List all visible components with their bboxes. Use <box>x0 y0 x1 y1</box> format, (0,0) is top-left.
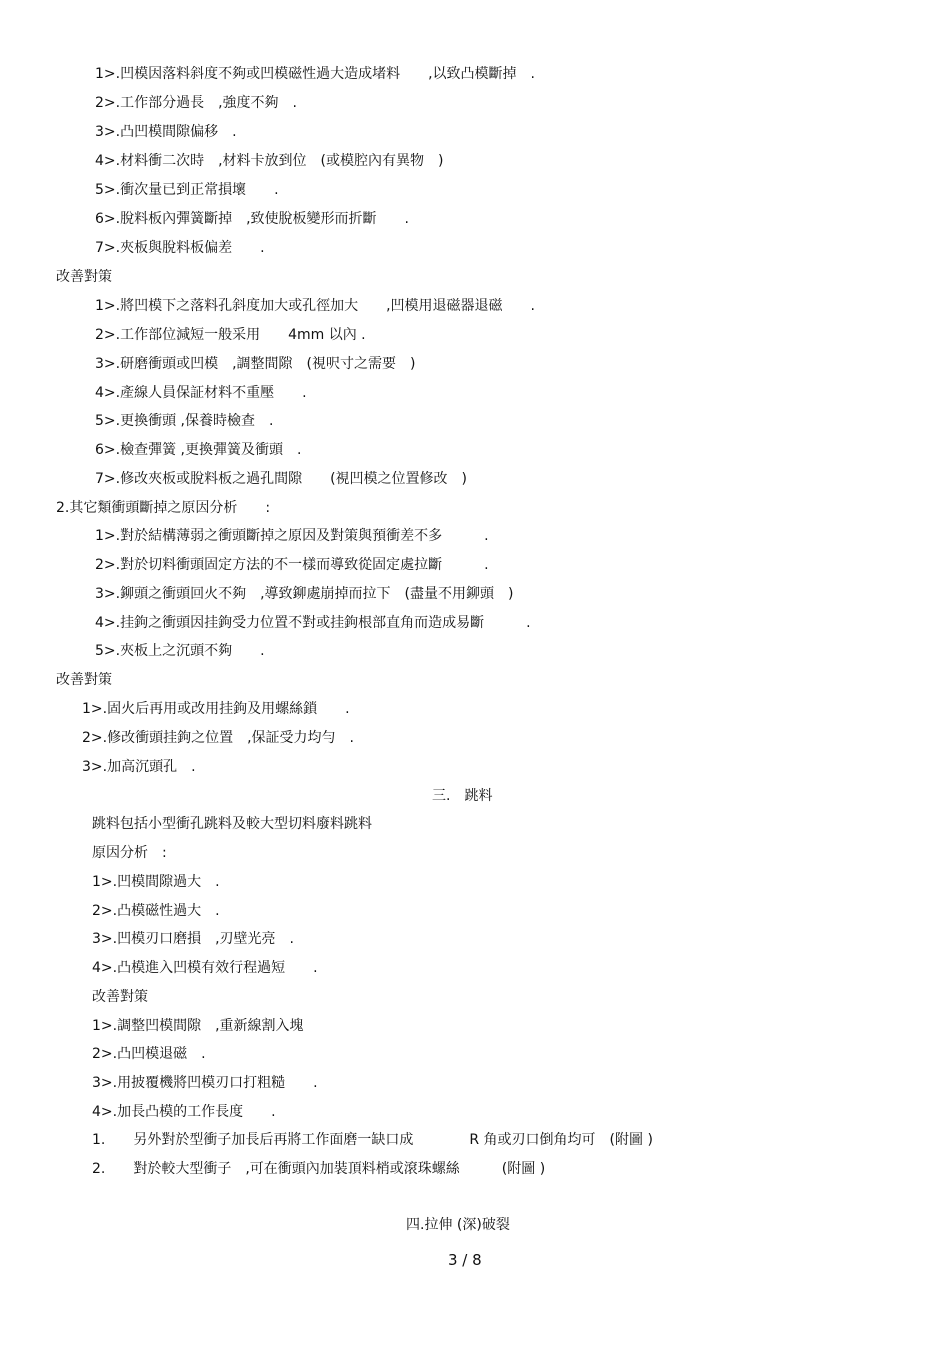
other-cause-line-2: 2>.對於切料衝頭固定方法的不一樣而導致從固定處拉斷 . <box>95 557 489 573</box>
section-3-intro: 跳料包括小型衝孔跳料及較大型切料廢料跳料 <box>92 816 372 832</box>
section-3-note-1: 1. 另外對於型衝子加長后再將工作面磨一缺口成 R 角或刃口倒角均可 (附圖 ) <box>92 1132 653 1148</box>
measure-line-1: 1>.將凹模下之落料孔斜度加大或孔徑加大 ,凹模用退磁器退磁 . <box>95 298 535 314</box>
section-4-title: 四.拉伸 (深)破裂 <box>406 1217 510 1233</box>
section-3-cause-2: 2>.凸模磁性過大 . <box>92 903 220 919</box>
measure-line-7: 7>.修改夾板或脫料板之過孔間隙 (視凹模之位置修改 ) <box>95 471 468 487</box>
measure-line-6: 6>.檢查彈簧 ,更換彈簧及衝頭 . <box>95 442 302 458</box>
cause-line-6: 6>.脫料板內彈簧斷掉 ,致使脫板變形而折斷 . <box>95 211 409 227</box>
other-cause-line-3: 3>.鉚頭之衝頭回火不夠 ,導致鉚處崩掉而拉下 (盡量不用鉚頭 ) <box>95 586 514 602</box>
section-3-cause-1: 1>.凹模間隙過大 . <box>92 874 220 890</box>
other-measure-line-2: 2>.修改衝頭挂鉤之位置 ,保証受力均勻 . <box>82 730 354 746</box>
measures-heading: 改善對策 <box>56 269 112 285</box>
section-3-cause-3: 3>.凹模刃口磨損 ,刃壁光亮 . <box>92 931 294 947</box>
measure-line-4: 4>.產線人員保証材料不重壓 . <box>95 385 307 401</box>
section-3-measures-heading: 改善對策 <box>92 989 148 1005</box>
other-measure-line-3: 3>.加高沉頭孔 . <box>82 759 196 775</box>
section-3-measure-1: 1>.調整凹模間隙 ,重新線割入塊 <box>92 1018 304 1034</box>
measure-line-3: 3>.研磨衝頭或凹模 ,調整間隙 (視呎寸之需要 ) <box>95 356 416 372</box>
cause-line-7: 7>.夾板與脫料板偏差 . <box>95 240 265 256</box>
measure-line-2: 2>.工作部位減短一般采用 4mm 以內 . <box>95 327 366 343</box>
section-3-cause-4: 4>.凸模進入凹模有效行程過短 . <box>92 960 318 976</box>
other-cause-line-5: 5>.夾板上之沉頭不夠 . <box>95 643 265 659</box>
section-3-measure-3: 3>.用披覆機將凹模刃口打粗糙 . <box>92 1075 318 1091</box>
cause-line-4: 4>.材料衝二次時 ,材料卡放到位 (或模腔內有異物 ) <box>95 153 444 169</box>
page-number: 3 / 8 <box>448 1251 482 1269</box>
cause-line-2: 2>.工作部分過長 ,強度不夠 . <box>95 95 297 111</box>
section-3-measure-2: 2>.凸凹模退磁 . <box>92 1046 206 1062</box>
cause-line-5: 5>.衝次量已到正常損壞 . <box>95 182 279 198</box>
section-3-note-2: 2. 對於較大型衝子 ,可在衝頭內加裝頂料梢或滾珠螺絲 (附圖 ) <box>92 1161 546 1177</box>
other-causes-heading: 2.其它類衝頭斷掉之原因分析 : <box>56 500 271 516</box>
section-3-measure-4: 4>.加長凸模的工作長度 . <box>92 1104 276 1120</box>
measure-line-5: 5>.更換衝頭 ,保養時檢查 . <box>95 413 274 429</box>
other-cause-line-4: 4>.挂鉤之衝頭因挂鉤受力位置不對或挂鉤根部直角而造成易斷 . <box>95 615 531 631</box>
other-cause-line-1: 1>.對於結構薄弱之衝頭斷掉之原因及對策與預衝差不多 . <box>95 528 489 544</box>
cause-line-3: 3>.凸凹模間隙偏移 . <box>95 124 237 140</box>
section-3-causes-heading: 原因分析 : <box>92 845 167 861</box>
cause-line-1: 1>.凹模因落料斜度不夠或凹模磁性過大造成堵料 ,以致凸模斷掉 . <box>95 66 535 82</box>
other-measures-heading: 改善對策 <box>56 672 112 688</box>
other-measure-line-1: 1>.固火后再用或改用挂鉤及用螺絲鎖 . <box>82 701 350 717</box>
section-3-title: 三. 跳料 <box>432 788 493 804</box>
